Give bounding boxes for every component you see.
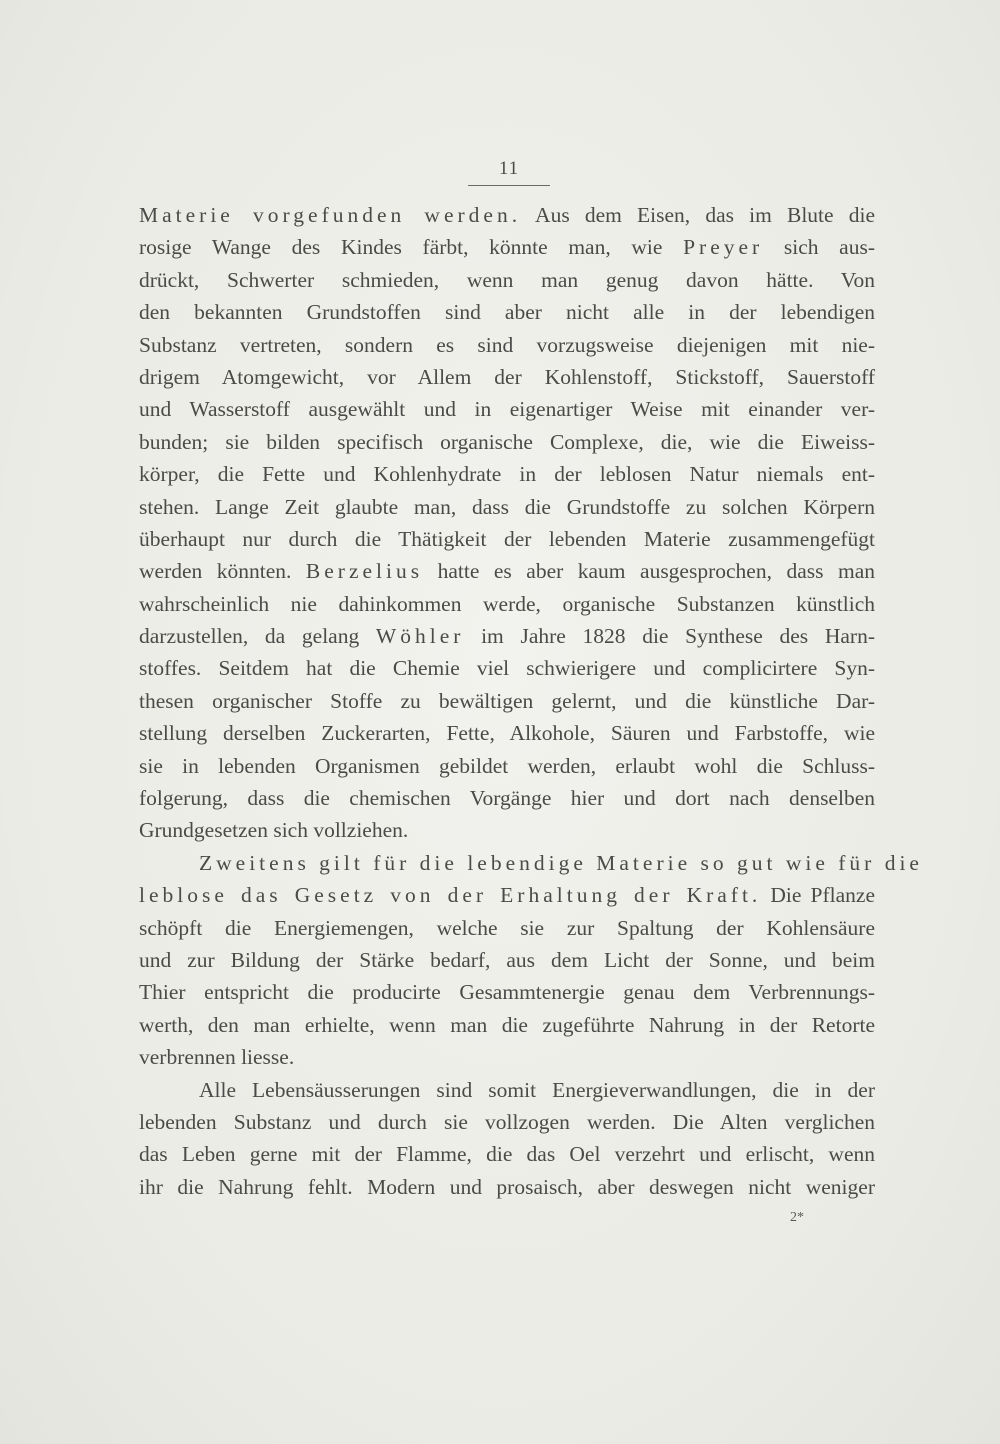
text-line xyxy=(139,782,875,814)
text-segment: wahrscheinlich nie dahinkommen werde, organische Substanzen künstlich xyxy=(139,591,875,616)
spaced-emphasis: Materie vorgefunden werden. xyxy=(139,203,522,227)
text-segment: bunden; sie bilden specifisch organische Complexe, die, wie die Eiweiss- xyxy=(139,429,875,454)
text-line xyxy=(139,976,875,1008)
text-line xyxy=(139,231,875,263)
text-segment: rosige Wange des Kindes färbt, könnte man, wie xyxy=(139,235,684,260)
text-segment: das Leben gerne mit der Flamme, die das Oel verzehrt und erlischt, wenn xyxy=(139,1142,875,1167)
text-segment: werth, den man erhielte, wenn man die zugeführte Nahrung in der Retorte xyxy=(139,1012,875,1037)
text-segment: lebenden Substanz und durch sie vollzogen werden. Die Alten verglichen xyxy=(139,1109,875,1134)
text-segment: sie in lebenden Organismen gebildet werden, erlaubt wohl die Schluss- xyxy=(139,753,875,778)
text-line xyxy=(139,685,875,717)
text-segment: schöpft die Energiemengen, welche sie zur Spaltung der Kohlensäure xyxy=(139,915,875,940)
text-line xyxy=(139,1009,875,1041)
text-segment: werden könnten. xyxy=(139,559,306,584)
text-line xyxy=(139,458,875,490)
text-line xyxy=(139,1041,875,1073)
text-segment: und zur Bildung der Stärke bedarf, aus dem Licht der Sonne, und beim xyxy=(139,947,875,972)
text-segment: drigem Atomgewicht, vor Allem der Kohlenstoff, Stickstoff, Sauerstoff xyxy=(139,364,875,389)
text-segment: Thier entspricht die producirte Gesammtenergie genau dem Verbrennungs- xyxy=(139,980,875,1005)
page-number: 11 xyxy=(468,158,550,186)
text-line xyxy=(139,620,875,652)
text-line xyxy=(139,491,875,523)
text-segment: verbrennen liesse. xyxy=(139,1045,295,1070)
text-line xyxy=(139,393,875,425)
text-segment: drückt, Schwerter schmieden, wenn man genug davon hätte. Von xyxy=(139,267,875,292)
text-line xyxy=(139,296,875,328)
text-segment: Alle Lebensäusserungen sind somit Energieverwandlungen, die in der xyxy=(199,1077,875,1102)
text-line xyxy=(139,264,875,296)
signature-mark: 2* xyxy=(790,1210,804,1225)
text-segment: Grundgesetzen sich vollziehen. xyxy=(139,818,409,843)
text-line xyxy=(139,361,875,393)
text-segment: überhaupt nur durch die Thätigkeit der lebenden Materie zusammengefügt xyxy=(139,526,875,551)
text-segment: stehen. Lange Zeit glaubte man, dass die Grundstoffe zu solchen Körpern xyxy=(139,494,875,519)
text-line xyxy=(139,426,875,458)
text-line xyxy=(139,750,875,782)
text-line xyxy=(139,1171,875,1203)
text-line xyxy=(139,1138,875,1170)
text-segment: sich aus- xyxy=(763,235,875,260)
text-line xyxy=(139,847,923,879)
text-segment: den bekannten Grundstoffen sind aber nicht alle in der lebendigen xyxy=(139,300,875,325)
text-line xyxy=(139,944,875,976)
spaced-emphasis: Preyer xyxy=(683,235,764,260)
text-segment: und Wasserstoff ausgewählt und in eigenartiger Weise mit einander ver- xyxy=(139,397,875,422)
text-line xyxy=(139,1106,875,1138)
text-line xyxy=(139,814,875,846)
text-line xyxy=(139,588,875,620)
text-segment: hatte es aber kaum ausgesprochen, dass man xyxy=(423,559,875,584)
text-segment: folgerung, dass die chemischen Vorgänge hier und dort nach denselben xyxy=(139,786,875,811)
text-segment: stellung derselben Zuckerarten, Fette, Alkohole, Säuren und Farbstoffe, wie xyxy=(139,721,875,746)
spaced-emphasis: Wöhler xyxy=(375,624,465,649)
text-line xyxy=(139,652,875,684)
text-segment: Die Pflanze xyxy=(761,883,875,908)
text-segment: darzustellen, da gelang xyxy=(139,624,376,649)
text-segment: ihr die Nahrung fehlt. Modern und prosaisch, aber deswegen nicht weniger xyxy=(139,1174,875,1199)
text-segment: im Jahre 1828 die Synthese des Harn- xyxy=(464,624,875,649)
spaced-emphasis: Zweitens gilt für die lebendige Materie so gut wie für die xyxy=(199,850,923,875)
text-segment: körper, die Fette und Kohlenhydrate in der leblosen Natur niemals ent- xyxy=(139,462,875,487)
spaced-emphasis: leblose das Gesetz von der Erhaltung der Kraft. xyxy=(139,883,762,908)
text-segment: Substanz vertreten, sondern es sind vorzugsweise diejenigen mit nie- xyxy=(139,332,875,357)
text-segment: stoffes. Seitdem hat die Chemie viel schwierigere und complicirtere Syn- xyxy=(139,656,875,681)
body-text xyxy=(139,199,923,1203)
text-line xyxy=(139,199,875,231)
text-line xyxy=(139,555,875,587)
text-line xyxy=(139,717,875,749)
text-line xyxy=(139,329,875,361)
text-line xyxy=(139,1074,875,1106)
text-line xyxy=(139,912,875,944)
text-line xyxy=(139,879,875,911)
text-line xyxy=(139,523,875,555)
text-segment: thesen organischer Stoffe zu bewältigen gelernt, und die künstliche Dar- xyxy=(139,688,875,713)
text-segment: Aus dem Eisen, das im Blute die xyxy=(521,203,875,227)
spaced-emphasis: Berzelius xyxy=(305,559,424,584)
